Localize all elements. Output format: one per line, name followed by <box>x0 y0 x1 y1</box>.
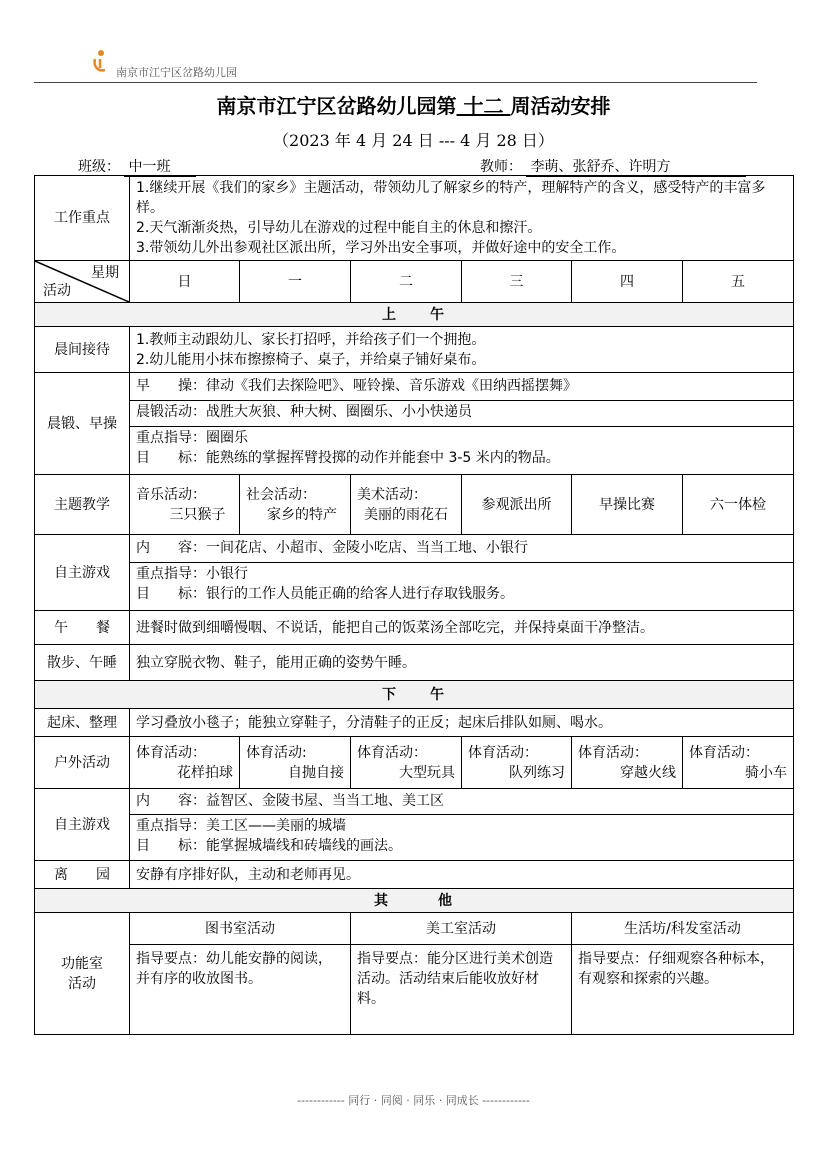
free-play-content-line: 内 容：益智区、金陵书屋、当当工地、美工区 <box>136 793 444 809</box>
function-room-label-line: 活动 <box>68 975 96 992</box>
theme-cell <box>130 475 240 535</box>
function-room-label <box>35 913 130 1035</box>
outdoor-type: 体育活动： <box>689 744 759 761</box>
theme-name: 早操比赛 <box>599 496 655 513</box>
week-activity-corner <box>35 261 130 303</box>
free-play-pm-row <box>35 789 794 861</box>
outdoor-name: 骑小车 <box>745 764 788 781</box>
title-suffix: 周活动安排 <box>510 94 611 118</box>
theme-name: 三只猴子 <box>169 506 226 523</box>
free-play-am-content <box>130 535 794 611</box>
nap-row <box>35 645 794 681</box>
theme-name: 六一体检 <box>710 496 767 513</box>
date-range: （2023 年 4 月 24 日 --- 4 月 28 日） <box>273 131 554 150</box>
function-room-label-line: 功能室 <box>61 955 103 972</box>
lunch-content: 进餐时做到细嚼慢咽、不说话，能把自己的饭菜汤全部吃完，并保持桌面干净整洁。 <box>130 611 794 645</box>
day-header: 二 <box>351 261 462 303</box>
room-guide: 指导要点：幼儿能安静的阅读，并有序的收放图书。 <box>130 945 351 1035</box>
exercise-content <box>130 373 794 475</box>
teacher-label: 教师： <box>480 159 522 175</box>
function-room-guide-row <box>35 945 794 1035</box>
theme-row <box>35 475 794 535</box>
class-info <box>78 156 196 177</box>
outdoor-cell <box>462 737 572 789</box>
header-divider <box>34 82 757 83</box>
theme-cell <box>351 475 462 535</box>
reception-item: 1.教师主动跟幼儿、家长打招呼，并给孩子们一个拥抱。 <box>136 331 486 348</box>
room-guide: 指导要点：仔细观察各种标本，有观察和探索的兴趣。 <box>572 945 794 1035</box>
reception-label: 晨间接待 <box>35 327 130 373</box>
theme-type: 社会活动： <box>246 486 316 503</box>
theme-name: 美丽的雨花石 <box>364 506 448 523</box>
free-play-guidance <box>130 562 793 605</box>
outdoor-name: 自抛自接 <box>288 764 344 781</box>
room-name: 生活坊/科发室活动 <box>572 913 794 945</box>
day-header: 一 <box>240 261 351 303</box>
leave-label: 离 园 <box>35 861 130 889</box>
exercise-goal: 目 标：能熟练的掌握挥臂投掷的动作并能套中 3-5 米内的物品。 <box>136 450 560 466</box>
focus-item: 3.带领幼儿外出参观社区派出所，学习外出安全事项，并做好途中的安全工作。 <box>136 240 626 256</box>
focus-row <box>35 176 794 261</box>
morning-section-label: 上 午 <box>35 303 794 327</box>
theme-label: 主题教学 <box>35 475 130 535</box>
room-guide: 指导要点：能分区进行美术创造活动。活动结束后能收放好材料。 <box>351 945 572 1035</box>
day-header: 四 <box>572 261 683 303</box>
weekly-plan-table <box>34 175 794 1035</box>
corner-activity-label: 活动 <box>43 283 71 299</box>
outdoor-row <box>35 737 794 789</box>
teacher-info <box>480 156 746 177</box>
leave-content: 安静有序排好队，主动和老师再见。 <box>130 861 794 889</box>
wakeup-content: 学习叠放小毯子；能独立穿鞋子，分清鞋子的正反；起床后排队如厕、喝水。 <box>130 709 794 737</box>
free-play-guidance <box>130 814 793 857</box>
theme-name: 参观派出所 <box>481 496 552 513</box>
function-room-header-row <box>35 913 794 945</box>
leave-row <box>35 861 794 889</box>
exercise-focus: 重点指导：圈圈乐 <box>136 430 248 446</box>
free-play-goal: 目 标：能掌握城墙线和砖墙线的画法。 <box>136 838 402 854</box>
other-section-label: 其 他 <box>35 889 794 913</box>
free-play-focus: 重点指导：小银行 <box>136 566 248 582</box>
nap-content: 独立穿脱衣物、鞋子，能用正确的姿势午睡。 <box>130 645 794 681</box>
school-logo-icon <box>92 48 114 74</box>
outdoor-type: 体育活动： <box>468 744 538 761</box>
outdoor-cell <box>130 737 240 789</box>
outdoor-type: 体育活动： <box>578 744 648 761</box>
exercise-row <box>35 373 794 475</box>
outdoor-cell <box>572 737 683 789</box>
room-name: 美工室活动 <box>351 913 572 945</box>
free-play-am-row <box>35 535 794 611</box>
outdoor-cell <box>683 737 794 789</box>
class-value: 中一班 <box>124 156 196 177</box>
header-org-name: 南京市江宁区岔路幼儿园 <box>116 66 237 79</box>
outdoor-name: 穿越火线 <box>620 764 676 781</box>
focus-content <box>130 176 794 261</box>
theme-type: 音乐活动： <box>136 486 206 503</box>
theme-name: 家乡的特产 <box>267 506 337 523</box>
outdoor-cell <box>240 737 351 789</box>
reception-content <box>130 327 794 373</box>
day-header: 五 <box>683 261 794 303</box>
outdoor-name: 队列练习 <box>509 764 565 781</box>
focus-item: 1.继续开展《我们的家乡》主题活动，带领幼儿了解家乡的特产，理解特产的含义，感受特产的丰富多样。 <box>136 180 766 216</box>
teacher-value: 李萌、张舒乔、许明方 <box>526 156 746 177</box>
title-prefix: 南京市江宁区岔路幼儿园第 <box>216 94 457 118</box>
outdoor-name: 花样拍球 <box>177 764 233 781</box>
free-play-focus: 重点指导：美工区——美丽的城墙 <box>136 818 346 834</box>
title-week: 十二 <box>463 94 504 118</box>
morning-training-line: 晨锻活动：战胜大灰狼、种大树、圈圈乐、小小快递员 <box>130 400 793 425</box>
focus-label: 工作重点 <box>35 176 130 261</box>
morning-section-row <box>35 303 794 327</box>
theme-cell <box>572 475 683 535</box>
free-play-content-line: 内 容：一间花店、小超市、金陵小吃店、当当工地、小银行 <box>136 540 528 556</box>
theme-cell <box>462 475 572 535</box>
wakeup-label: 起床、整理 <box>35 709 130 737</box>
wakeup-row <box>35 709 794 737</box>
afternoon-section-row <box>35 681 794 709</box>
outdoor-type: 体育活动： <box>357 744 427 761</box>
reception-item: 2.幼儿能用小抹布擦擦椅子、桌子，并给桌子铺好桌布。 <box>136 351 486 368</box>
focus-item: 2.天气渐渐炎热，引导幼儿在游戏的过程中能自主的休息和擦汗。 <box>136 220 542 236</box>
exercise-label: 晨锻、早操 <box>35 373 130 475</box>
lunch-label: 午 餐 <box>35 611 130 645</box>
day-header: 三 <box>462 261 572 303</box>
outdoor-type: 体育活动: <box>246 744 307 761</box>
theme-cell <box>240 475 351 535</box>
outdoor-label: 户外活动 <box>35 737 130 789</box>
corner-weekday-label: 星期 <box>91 265 119 281</box>
nap-label: 散步、午睡 <box>35 645 130 681</box>
free-play-goal: 目 标：银行的工作人员能正确的给客人进行存取钱服务。 <box>136 586 514 602</box>
week-header-row <box>35 261 794 303</box>
free-play-am-label: 自主游戏 <box>35 535 130 611</box>
free-play-pm-content <box>130 789 794 861</box>
page-footer: ------------ 同行 · 同阅 · 同乐 · 同成长 ------------ <box>297 1094 530 1107</box>
theme-type: 美术活动： <box>357 486 427 503</box>
other-section-row <box>35 889 794 913</box>
afternoon-section-label: 下 午 <box>35 681 794 709</box>
morning-exercise-line: 早 操：律动《我们去探险吧》、哑铃操、音乐游戏《田纳西摇摆舞》 <box>136 378 577 394</box>
reception-row <box>35 327 794 373</box>
theme-cell <box>683 475 794 535</box>
lunch-row <box>35 611 794 645</box>
page-title <box>0 90 827 119</box>
room-name: 图书室活动 <box>130 913 351 945</box>
outdoor-cell <box>351 737 462 789</box>
outdoor-name: 大型玩具 <box>399 764 455 781</box>
exercise-guidance-line <box>130 426 793 469</box>
class-label: 班级： <box>78 159 120 175</box>
outdoor-type: 体育活动： <box>136 744 206 761</box>
free-play-pm-label: 自主游戏 <box>35 789 130 861</box>
day-header: 日 <box>130 261 240 303</box>
